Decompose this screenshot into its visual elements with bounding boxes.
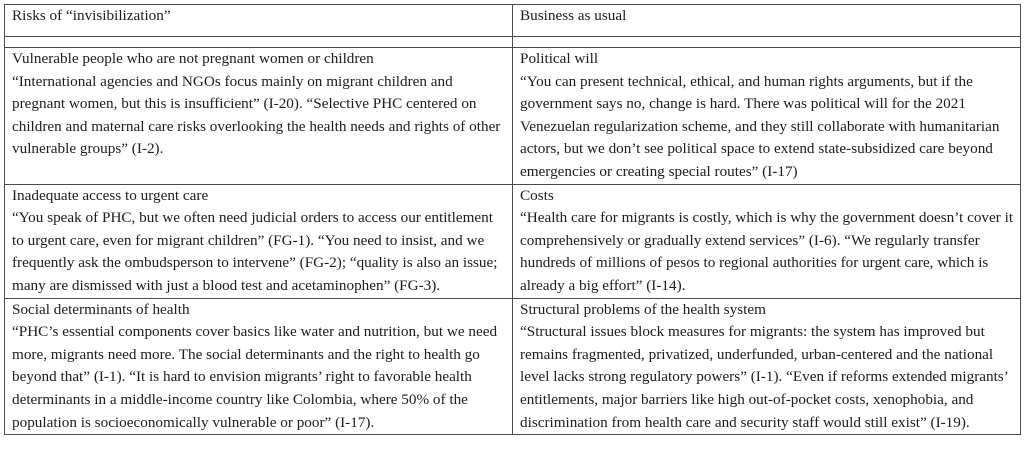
table-cell xyxy=(5,298,513,435)
table-cell xyxy=(5,48,513,185)
table-header-row xyxy=(5,5,1021,37)
cell-heading: Social determinants of health xyxy=(12,300,190,318)
table-cell xyxy=(513,298,1021,435)
cell-quote: “Health care for migrants is costly, which is why the government doesn’t cover it comprehensively or gradually extend services” (I-6). “We regularly transfer hundreds of millions of pesos to regional authorities for urgent care, which is already a big effort” (I-14). xyxy=(520,209,1014,294)
cell-heading: Structural problems of the health system xyxy=(520,300,766,318)
cell-heading: Inadequate access to urgent care xyxy=(12,186,209,204)
column-header-business-as-usual: Business as usual xyxy=(513,5,1021,37)
table-row xyxy=(5,48,1021,185)
cell-quote: “PHC’s essential components cover basics like water and nutrition, but we need more, migrants need more. The social determinants and the right to health go beyond that” (I-1). “It is hard to envision migrants’ right to favorable health determinants in a middle-income country like Colombia, where 50% of the population is socioeconomically vulnerable or poor” (I-17). xyxy=(12,323,498,431)
cell-quote: “Structural issues block measures for migrants: the system has improved but remains fragmented, privatized, underfunded, urban-centered and the national level lacks strong regulatory powers” (I-1). “Even if reforms extended migrants’ entitlements, major barriers like high out-of-pocket costs, xenophobia, and discrimination from health care and security staff would still exist” (I-19). xyxy=(520,323,1008,431)
table-row xyxy=(5,298,1021,435)
header-spacer-row xyxy=(5,37,1021,48)
findings-table xyxy=(4,4,1021,435)
cell-heading: Political will xyxy=(520,50,599,67)
table-cell xyxy=(5,184,513,298)
table-cell xyxy=(513,48,1021,185)
spacer-cell xyxy=(5,37,513,48)
table-cell xyxy=(513,184,1021,298)
cell-quote: “International agencies and NGOs focus mainly on migrant children and pregnant women, but this is insufficient” (I-20). “Selective PHC centered on children and maternal care risks overlooking the health needs and rights of other vulnerable groups” (I-2). xyxy=(12,72,501,158)
column-header-risks: Risks of “invisibilization” xyxy=(5,5,513,37)
spacer-cell xyxy=(513,37,1021,48)
table-row xyxy=(5,184,1021,298)
cell-heading: Costs xyxy=(520,186,554,204)
cell-quote: “You can present technical, ethical, and human rights arguments, but if the government says no, change is hard. There was political will for the 2021 Venezuelan regularization scheme, and they still collaborate with humanitarian actors, but we don’t see political space to extend state-subsidized care beyond emergencies or creating special routes” (I-17) xyxy=(520,72,1000,180)
cell-quote: “You speak of PHC, but we often need judicial orders to access our entitlement to urgent care, even for migrant children” (FG-1). “You need to insist, and we frequently ask the ombudsperson to intervene” (FG-2); “quality is also an issue; many are dismissed with just a blood test and acetaminophen” (FG-3). xyxy=(12,209,498,294)
cell-heading: Vulnerable people who are not pregnant women or children xyxy=(12,50,374,67)
